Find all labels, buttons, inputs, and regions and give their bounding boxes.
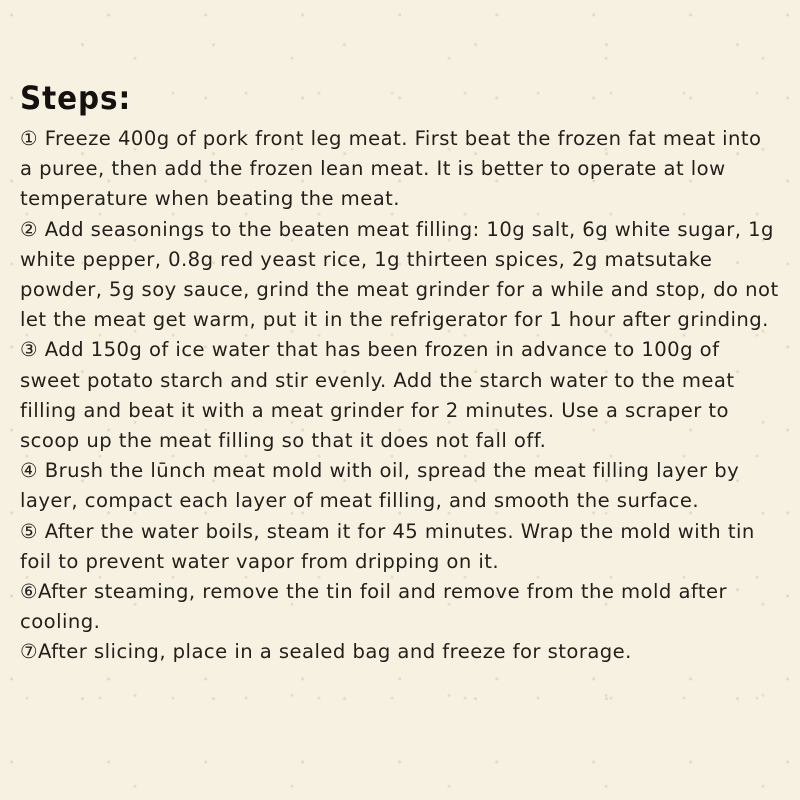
- step-5: ⑤ After the water boils, steam it for 45 minutes. Wrap the mold with tin foil to prevent water vapor from dripping on it.: [20, 519, 755, 573]
- steps-heading: Steps:: [20, 79, 132, 117]
- step-3: ③ Add 150g of ice water that has been frozen in advance to 100g of sweet potato starch and stir evenly. Add the starch water to the meat filling and beat it with a meat grinder for 2 minutes. Use a scraper to scoop up the meat filling so that it does not fall off.: [20, 338, 735, 453]
- steps-list: [20, 124, 780, 668]
- step-4: ④ Brush the lūnch meat mold with oil, spread the meat filling layer by layer, compact each layer of meat filling, and smooth the surface.: [20, 459, 740, 513]
- recipe-steps-page: [20, 78, 780, 668]
- step-2: ② Add seasonings to the beaten meat filling: 10g salt, 6g white sugar, 1g white pepper, 0.8g red yeast rice, 1g thirteen spices, 2g matsutake powder, 5g soy sauce, grind the meat grinder for a while and stop, do not let the meat get warm, put it in the refrigerator for 1 hour after grinding.: [20, 217, 779, 332]
- step-7: ⑦After slicing, place in a sealed bag and freeze for storage.: [20, 640, 632, 664]
- step-6: ⑥After steaming, remove the tin foil and remove from the mold after cooling.: [20, 580, 728, 634]
- step-1: ① Freeze 400g of pork front leg meat. First beat the frozen fat meat into a puree, then add the frozen lean meat. It is better to operate at low temperature when beating the meat.: [20, 127, 762, 211]
